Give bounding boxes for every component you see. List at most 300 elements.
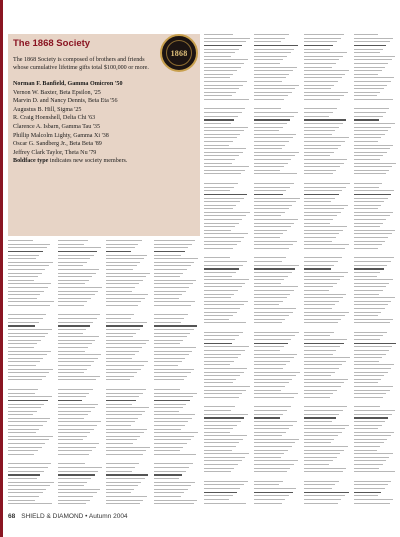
roster-entry-line (254, 187, 290, 188)
roster-entry-line (8, 298, 37, 299)
roster-entry-line (304, 372, 335, 373)
roster-entry-line (354, 226, 380, 227)
roster-entry-line (8, 407, 41, 408)
roster-entry-line (254, 215, 281, 216)
roster-entry-line (254, 212, 285, 213)
roster-entry-line (8, 291, 44, 292)
roster-entry-line (154, 244, 192, 245)
roster-entry-line (354, 123, 395, 124)
roster-heading-line (204, 119, 234, 120)
roster-entry-line (106, 418, 138, 419)
roster-entry-line (304, 460, 333, 461)
roster-entry-line (304, 301, 339, 302)
society-member: R. Craig Hoenshell, Delta Chi '63 (13, 115, 96, 122)
society-badge-icon (160, 34, 198, 72)
roster-entry-line (354, 484, 388, 485)
roster-entry-line (254, 198, 300, 199)
roster-entry-line (354, 230, 395, 231)
roster-entry-line (254, 390, 281, 391)
note-bold: Boldface type (13, 158, 49, 165)
roster-entry-line (354, 41, 390, 42)
roster-entry-line (204, 421, 241, 422)
roster-entry-line (254, 163, 288, 164)
roster-entry-line (304, 77, 342, 78)
roster-entry-line (204, 283, 245, 284)
roster-entry-line (58, 389, 93, 390)
roster-entry-line (154, 418, 192, 419)
roster-entry-line (354, 201, 384, 202)
roster-entry-line (354, 393, 386, 394)
roster-entry-line (304, 88, 331, 89)
roster-entry-line (8, 443, 45, 444)
roster-entry-line (304, 432, 342, 433)
roster-entry-line (254, 272, 292, 273)
roster-entry-line (154, 404, 186, 405)
roster-entry-line (154, 262, 194, 263)
roster-entry-line (106, 478, 145, 479)
roster-entry-line (8, 411, 37, 412)
roster-entry-line (204, 382, 233, 383)
society-member: Augustus B. Hill, Sigma '25 (13, 106, 82, 113)
roster-entry-line (354, 205, 381, 206)
roster-entry-line (304, 127, 339, 128)
roster-entry-line (204, 304, 244, 305)
roster-entry-line (154, 447, 183, 448)
roster-entry-line (354, 34, 378, 35)
roster-entry-line (304, 499, 341, 500)
roster-entry-line (58, 347, 88, 348)
roster-entry-line (106, 467, 135, 468)
roster-entry-line (254, 261, 282, 262)
roster-entry-line (304, 67, 332, 68)
roster-entry-line (254, 332, 299, 333)
roster-heading-line (304, 343, 344, 344)
roster-entry-line (304, 219, 333, 220)
roster-entry-line (304, 379, 348, 380)
roster-heading-line (304, 268, 331, 269)
roster-entry-line (204, 257, 230, 258)
roster-entry-line (58, 407, 95, 408)
roster-entry-line (58, 255, 94, 256)
note-text: indicates new society members. (48, 158, 128, 165)
roster-entry-line (8, 489, 46, 490)
roster-entry-line (254, 52, 291, 53)
roster-entry-line (254, 159, 291, 160)
roster-entry-line (204, 450, 232, 451)
roster-entry-line (254, 346, 284, 347)
roster-entry-line (254, 63, 280, 64)
roster-entry-line (354, 335, 383, 336)
roster-entry-line (354, 471, 395, 472)
roster-heading-line (154, 400, 190, 401)
roster-column (304, 34, 350, 508)
roster-entry-line (204, 108, 245, 109)
roster-entry-line (304, 123, 343, 124)
roster-entry-line (8, 389, 38, 390)
roster-entry-line (204, 166, 249, 167)
roster-entry-line (154, 322, 181, 323)
roster-entry-line (8, 294, 40, 295)
roster-entry-line (304, 332, 334, 333)
roster-entry-line (8, 305, 50, 306)
roster-entry-line (304, 187, 346, 188)
roster-entry-line (154, 503, 194, 504)
roster-entry-line (254, 244, 293, 245)
roster-entry-line (8, 273, 42, 274)
roster-entry-line (154, 429, 181, 430)
roster-entry-line (354, 261, 391, 262)
roster-entry-line (204, 379, 236, 380)
roster-entry-line (354, 406, 380, 407)
roster-entry-line (106, 273, 150, 274)
roster-entry-line (204, 286, 242, 287)
roster-entry-line (204, 152, 243, 153)
roster-entry-line (354, 339, 380, 340)
roster-entry-line (354, 322, 390, 323)
roster-column (58, 240, 102, 510)
roster-entry-line (354, 495, 378, 496)
roster-entry-line (204, 52, 235, 53)
roster-heading-line (204, 194, 247, 195)
roster-entry-line (354, 346, 392, 347)
roster-entry-line (58, 265, 83, 266)
roster-entry-line (304, 279, 340, 280)
roster-entry-line (58, 351, 85, 352)
roster-entry-line (58, 240, 88, 241)
roster-heading-line (106, 474, 148, 475)
roster-heading-line (154, 325, 197, 326)
roster-entry-line (354, 410, 395, 411)
roster-entry-line (106, 447, 150, 448)
roster-entry-line (58, 318, 97, 319)
roster-entry-line (254, 432, 286, 433)
roster-entry-line (154, 280, 196, 281)
roster-entry-line (154, 393, 197, 394)
roster-entry-line (58, 258, 90, 259)
roster-entry-line (254, 414, 283, 415)
roster-entry-line (254, 49, 294, 50)
roster-entry-line (254, 439, 299, 440)
roster-entry-line (58, 439, 83, 440)
roster-entry-line (354, 428, 378, 429)
roster-entry-line (154, 467, 189, 468)
page-number: 68 (8, 513, 16, 520)
roster-entry-line (354, 173, 386, 174)
society-member-list (13, 80, 197, 166)
roster-entry-line (354, 134, 385, 135)
roster-entry-line (154, 379, 184, 380)
roster-entry-line (354, 315, 378, 316)
roster-entry-line (106, 276, 146, 277)
roster-entry-line (304, 130, 335, 131)
roster-entry-line (254, 223, 294, 224)
roster-entry-line (254, 116, 294, 117)
roster-entry-line (106, 244, 138, 245)
roster-entry-line (8, 354, 47, 355)
roster-entry-line (254, 241, 297, 242)
roster-entry-line (204, 319, 229, 320)
roster-entry-line (304, 471, 343, 472)
roster-entry-line (106, 421, 135, 422)
roster-entry-line (8, 478, 37, 479)
roster-entry-line (106, 301, 141, 302)
roster-entry-line (154, 496, 181, 497)
roster-entry-line (254, 460, 298, 461)
roster-heading-line (106, 400, 136, 401)
roster-entry-line (154, 329, 194, 330)
roster-entry-line (106, 298, 145, 299)
roster-entry-line (354, 127, 391, 128)
roster-entry-line (254, 108, 281, 109)
roster-entry-line (8, 463, 51, 464)
roster-entry-line (354, 375, 384, 376)
society-member: Phillip Malcolm Lighty, Gamma Xi '38 (13, 132, 109, 139)
roster-entry-line (254, 152, 299, 153)
roster-entry-line (354, 233, 392, 234)
roster-entry-line (354, 92, 380, 93)
roster-entry-line (304, 495, 345, 496)
roster-entry-line (304, 215, 337, 216)
roster-entry-line (304, 163, 344, 164)
roster-entry-line (354, 319, 393, 320)
roster-entry-line (254, 450, 288, 451)
roster-entry-line (354, 112, 386, 113)
roster-entry-line (304, 386, 341, 387)
roster-entry-line (304, 375, 331, 376)
roster-entry-line (58, 372, 84, 373)
roster-entry-line (106, 318, 131, 319)
roster-entry-line (8, 340, 41, 341)
roster-entry-line (254, 88, 295, 89)
roster-entry-line (304, 421, 332, 422)
roster-heading-line (354, 492, 381, 493)
roster-entry-line (354, 421, 385, 422)
roster-entry-line (354, 297, 395, 298)
roster-entry-line (58, 489, 100, 490)
roster-entry-line (254, 446, 292, 447)
roster-entry-line (254, 38, 285, 39)
roster-entry-line (58, 244, 84, 245)
roster-entry-line (354, 357, 382, 358)
roster-entry-line (304, 74, 345, 75)
roster-entry-line (8, 314, 46, 315)
roster-entry-line (254, 382, 289, 383)
roster-entry-line (354, 488, 385, 489)
roster-heading-line (354, 45, 386, 46)
roster-entry-line (254, 173, 297, 174)
roster-entry-line (204, 265, 243, 266)
roster-entry-line (304, 59, 339, 60)
roster-entry-line (204, 155, 239, 156)
roster-entry-line (106, 361, 148, 362)
roster-entry-line (254, 372, 300, 373)
roster-entry-line (354, 414, 392, 415)
roster-entry-line (204, 34, 233, 35)
roster-entry-line (354, 301, 391, 302)
roster-entry-line (8, 436, 53, 437)
roster-heading-line (204, 45, 242, 46)
roster-entry-line (354, 163, 396, 164)
roster-entry-line (254, 279, 284, 280)
roster-entry-line (154, 376, 187, 377)
roster-entry-line (154, 478, 179, 479)
roster-entry-line (106, 500, 143, 501)
roster-entry-line (154, 425, 185, 426)
roster-entry-line (154, 492, 184, 493)
roster-entry-line (204, 453, 249, 454)
roster-entry-line (8, 365, 36, 366)
roster-entry-line (354, 290, 383, 291)
roster-entry-line (58, 500, 90, 501)
roster-entry-line (254, 361, 290, 362)
roster-entry-line (254, 208, 289, 209)
roster-entry-line (304, 446, 348, 447)
roster-entry-line (154, 269, 187, 270)
roster-entry-line (204, 190, 230, 191)
roster-entry-line (154, 369, 194, 370)
roster-entry-line (154, 489, 188, 490)
roster-entry-line (154, 500, 197, 501)
roster-entry-line (254, 257, 286, 258)
roster-entry-line (58, 287, 102, 288)
roster-entry-line (304, 257, 342, 258)
roster-entry-line (254, 230, 287, 231)
roster-entry-line (8, 347, 34, 348)
roster-entry-line (106, 432, 144, 433)
roster-entry-line (106, 376, 134, 377)
roster-entry-line (58, 436, 87, 437)
society-description: The 1868 Society is composed of brothers and friends whose cumulative lifetime gifts total $100,000 or more. (13, 57, 149, 72)
roster-entry-line (58, 414, 88, 415)
roster-entry-line (204, 393, 242, 394)
roster-entry-line (58, 336, 99, 337)
roster-entry-line (106, 429, 147, 430)
roster-entry-line (354, 272, 380, 273)
roster-entry-line (58, 369, 87, 370)
roster-entry-line (58, 361, 94, 362)
roster-entry-line (304, 223, 330, 224)
roster-entry-line (354, 397, 383, 398)
roster-entry-line (254, 350, 280, 351)
roster-entry-line (254, 442, 295, 443)
roster-entry-line (8, 471, 44, 472)
roster-entry-line (304, 468, 346, 469)
roster-entry-line (304, 315, 345, 316)
roster-entry-line (254, 312, 293, 313)
roster-entry-line (354, 435, 391, 436)
roster-heading-line (254, 417, 280, 418)
roster-entry-line (8, 276, 38, 277)
roster-entry-line (354, 464, 383, 465)
roster-entry-line (154, 463, 193, 464)
roster-entry-line (354, 350, 389, 351)
roster-heading-line (254, 119, 290, 120)
roster-heading-line (354, 119, 379, 120)
roster-entry-line (304, 382, 344, 383)
roster-heading-line (8, 325, 35, 326)
roster-entry-line (354, 152, 387, 153)
roster-column (254, 34, 300, 508)
roster-entry-line (58, 322, 93, 323)
roster-entry-line (154, 276, 180, 277)
roster-entry-line (8, 280, 34, 281)
roster-entry-line (204, 170, 245, 171)
roster-entry-line (204, 187, 234, 188)
roster-entry-line (58, 503, 86, 504)
roster-entry-line (304, 335, 330, 336)
roster-entry-line (354, 208, 378, 209)
roster-entry-line (304, 439, 334, 440)
roster-entry-line (8, 379, 42, 380)
roster-entry-line (254, 315, 289, 316)
roster-entry-line (106, 471, 132, 472)
roster-entry-line (304, 52, 347, 53)
roster-heading-line (154, 474, 182, 475)
roster-entry-line (354, 379, 381, 380)
roster-entry-line (154, 258, 198, 259)
roster-entry-line (304, 230, 343, 231)
roster-entry-line (254, 484, 279, 485)
roster-entry-line (304, 237, 336, 238)
society-note (13, 157, 197, 166)
roster-entry-line (154, 283, 193, 284)
roster-entry-line (154, 340, 183, 341)
roster-heading-line (354, 268, 384, 269)
roster-entry-line (254, 148, 282, 149)
roster-entry-line (254, 226, 291, 227)
roster-entry-line (106, 489, 134, 490)
roster-entry-line (354, 248, 378, 249)
roster-entry-line (204, 332, 243, 333)
roster-entry-line (304, 173, 333, 174)
roster-entry-line (204, 372, 244, 373)
roster-entry-line (354, 390, 390, 391)
roster-entry-line (354, 85, 387, 86)
roster-entry-line (58, 429, 94, 430)
roster-entry-line (304, 428, 345, 429)
roster-entry-line (304, 34, 344, 35)
roster-entry-line (204, 335, 239, 336)
roster-entry-line (304, 63, 336, 64)
roster-entry-line (204, 350, 245, 351)
roster-entry-line (204, 484, 244, 485)
roster-entry-line (354, 219, 386, 220)
roster-entry-line (354, 368, 391, 369)
roster-entry-line (154, 414, 195, 415)
roster-entry-line (354, 170, 389, 171)
roster-entry-line (304, 503, 338, 504)
roster-heading-line (254, 492, 293, 493)
roster-heading-line (204, 343, 232, 344)
roster-entry-line (304, 319, 341, 320)
roster-entry-line (304, 361, 346, 362)
roster-entry-line (304, 484, 335, 485)
roster-entry-line (354, 453, 393, 454)
roster-entry-line (204, 386, 250, 387)
roster-entry-line (254, 397, 294, 398)
roster-entry-line (204, 414, 248, 415)
roster-entry-line (354, 67, 385, 68)
roster-entry-line (204, 457, 245, 458)
roster-entry-line (8, 432, 36, 433)
roster-entry-line (8, 429, 39, 430)
roster-entry-line (304, 308, 332, 309)
roster-entry-line (304, 435, 338, 436)
roster-entry-line (304, 442, 331, 443)
roster-entry-line (254, 375, 296, 376)
roster-entry-line (304, 116, 329, 117)
roster-entry-line (304, 208, 344, 209)
